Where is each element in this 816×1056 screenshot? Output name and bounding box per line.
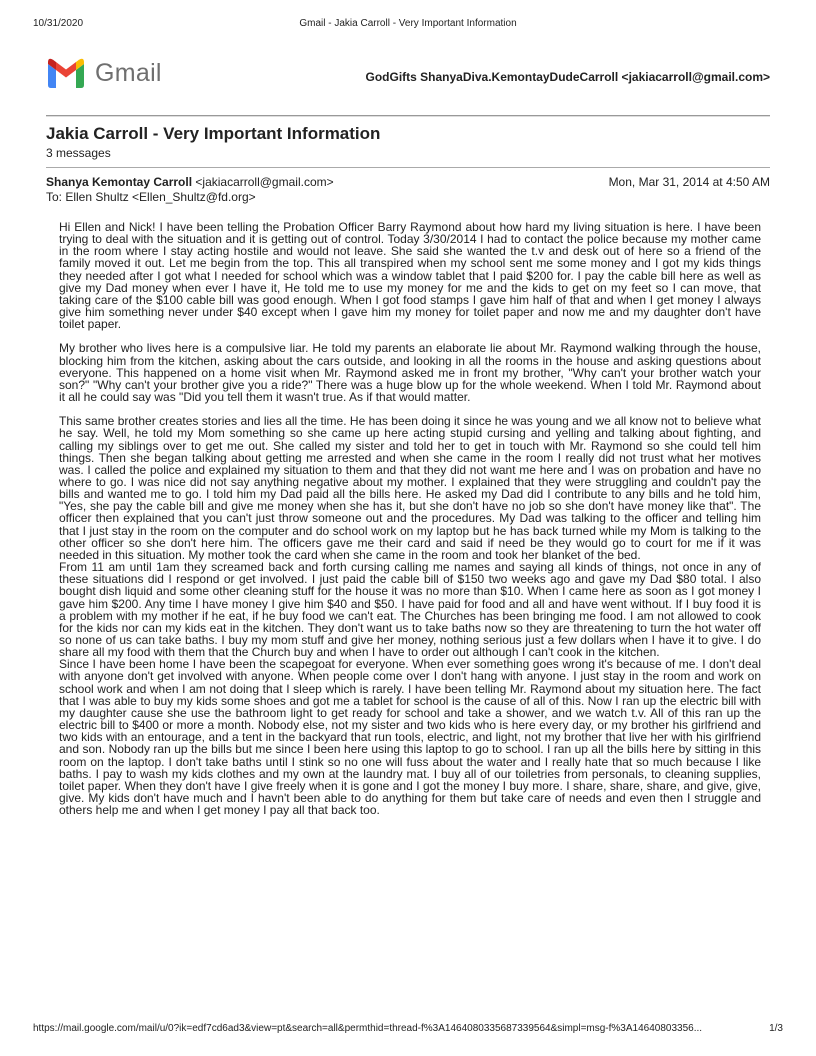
message-date: Mon, Mar 31, 2014 at 4:50 AM [608,175,770,189]
header-divider [46,115,770,117]
body-paragraph: From 11 am until 1am they screamed back and forth cursing calling me names and saying all kinds of things, not once in any of these situations did I respond or get involved. I just paid the cable bill of $150 two weeks ago and gave my Dad $80 total. I also bought dish liquid and some other cleaning stuff for the house it was no more than $10. When I came here as soon as I got money I gave him $200. Any time I have money I give him $40 and $50. I have paid for food and all and have went without. If I buy food it is a problem with my mother if he eat, if he buy food we can't eat. The Churches has been bringing me food. I am not allowed to cook for the kids nor can my kids eat in the kitchen. They don't want us to take baths now so they are threatening to turn the hot water off so none of us can take baths. I buy my mom stuff and give her money, nothing serious just a few dollars when I have it to give. I do share all my food with them that the Church buy and when I have to order out although I can't cook in the kitchen. [59,560,761,660]
sender-email[interactable]: <jakiacarroll@gmail.com> [195,175,334,189]
gmail-wordmark: Gmail [95,58,162,87]
message-header [46,175,770,191]
body-paragraph: Hi Ellen and Nick! I have been telling the Probation Officer Barry Raymond about how hard my living situation is here. I have been trying to deal with the situation and it is getting out of control. Today 3/30/2014 I had to contact the police because my mother came in the room where I stay acting hostile and would not leave. She said she wanted the t.v and desk out of here so a friend of the family moved it out. Let me begin from the top. This all transpired when my school sent me some money and I got my kids things they needed after I got what I needed for school which was a window tablet that I paid $200 for. I pay the cable bill here as well as give my Dad money when ever I have it, He told me to use my money for me and the kids to get on my feet so I can move, that taking care of the $100 cable bill was good enough. When I got food stamps I gave him half of that and when I get money I always give him something never under $40 except when I gave him my money for toilet paper and now me and my daughter don't have toilet paper. [59,220,761,332]
print-header [33,18,783,32]
logo-row [46,58,770,98]
gmail-logo[interactable] [46,58,162,88]
print-url: https://mail.google.com/mail/u/0?ik=edf7cd6ad3&view=pt&search=all&permthid=thread-f%3A1464080335687339564&simpl=msg-f%3A14640803356... [33,1023,703,1034]
gmail-m-icon [46,58,86,88]
thread-subject: Jakia Carroll - Very Important Information [46,124,381,143]
sender-name: Shanya Kemontay Carroll [46,175,193,189]
body-paragraph: My brother who lives here is a compulsive liar. He told my parents an elaborate lie about Mr. Raymond walking through the house, blocking him from the kitchen, asking about the cars outside, and looking in all the rooms in the house and asking questions about everyone. This happened on a home visit when Mr. Raymond asked me in front my brother, "Why can't your brother watch your son?" "Why can't your brother give you a ride?" There was a huge blow up for the whole weekend. When I told Mr. Raymond about it all he could say was "Did you tell them it wasn't true. As if that would matter. [59,341,761,405]
account-identity: GodGifts ShanyaDiva.KemontayDudeCarroll <jakiacarroll@gmail.com> [365,70,770,84]
message-divider [46,167,770,168]
body-paragraph: Since I have been home I have been the scapegoat for everyone. When ever something goes wrong it's because of me. I don't deal with anyone don't get involved with anyone. When people come over I don't hang with anyone. I just stay in the room and work on school work and when I am not doing that I sleep which is rarely. I have been telling Mr. Raymond about my situation here. The fact that I was able to buy my kids some shoes and got me a tablet for school is the cause of all of this. Now I ran up the electric bill with my daughter cause she use the bathroom light to get ready for school and take a shower, and we watch t.v. All of this ran up the electric bill to $400 or more a month. Nobody else, not my sister and two kids who is here every day, or my brother his girlfriend and two kids with an entourage, and a tent in the backyard that run tools, electric, and light, not my brother that live her with his girlfriend and son. Nobody ran up the bills but me since I been here using this laptop to go to school. I ran up all the bills here by sitting in this room on the laptop. I don't take baths until I stink so no one will fuss about the water and I really hate that so much because I like baths. I pay to wash my kids clothes and my own at the laundry mat. I buy all of our toiletries from personals, to cleaning supplies, toilet paper. When they don't have I give freely when it is gone and I got the money I buy more. I share, share, share, and give, give, give. My kids don't have much and I havn't been able to do anything for them but take care of needs and even then I struggle and others help me and when I get money I pay all that back too. [59,657,761,818]
print-title: Gmail - Jakia Carroll - Very Important Information [299,18,517,29]
page-number: 1/3 [769,1023,783,1034]
message-count: 3 messages [46,146,111,160]
print-date: 10/31/2020 [33,18,84,29]
body-paragraph: This same brother creates stories and lies all the time. He has been doing it since he was young and we all know not to believe what he say. Well, he told my Mom something so she came up here acting stupid cursing and yelling and talking about fighting, and calling my siblings over to get me out. She called my sister and told her to get in touch with Mr. Raymond so she could tell him things. Then she began talking about getting me arrested and when she came in the room I really did not trust what her motives was. I called the police and explained my situation to them and that they did not want me here and I was on probation and have no where to go. I was nice did not say anything negative about my mother. I explained that they were struggling and couldn't pay the bills and wanted me to go. I told him my Dad paid all the bills here. He asked my Dad did I contribute to any bills and he told him, "Yes, she pay the cable bill and give me money when she has it, but she don't have no job so she don't have money like that". The officer then explained that you can't just throw someone out and the procedures. My Dad was talking to the officer and telling him that I just stay in the room on the computer and do school work on my laptop but he has back turned while my Mom is talking to the other officer so she don't here him. The officers gave me their card and said if need be they would go to court for me if it was needed in this situation. My mother took the card when she came in the room and took her blanket of the bed. [59,414,761,562]
recipient-line: To: Ellen Shultz <Ellen_Shultz@fd.org> [46,190,256,204]
message-body [59,221,761,816]
